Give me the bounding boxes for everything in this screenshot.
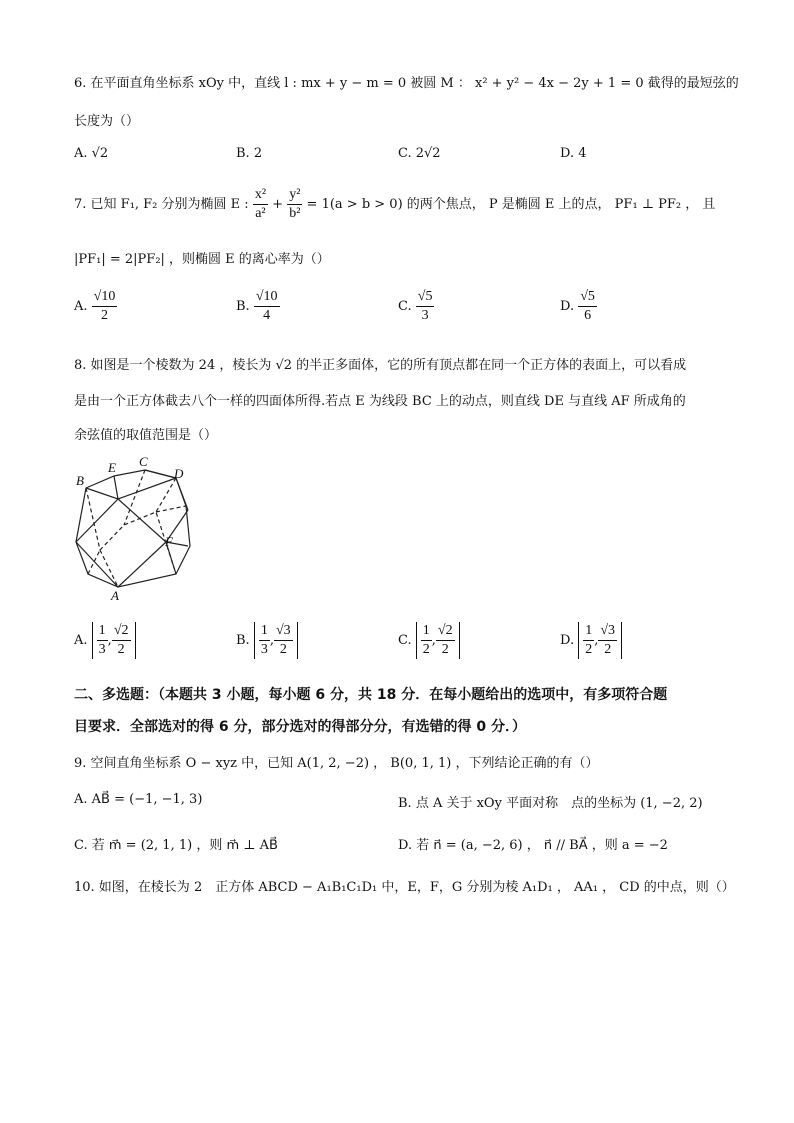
q8-option-d-interval: $\frac{1}{2}$ , $\frac{√3}{2}$: [578, 622, 622, 659]
q6-option-c: C. 2√2: [398, 146, 441, 161]
q8-option-a: [74, 622, 136, 659]
q8-options: [74, 622, 734, 670]
q7-option-a-fraction: [92, 288, 118, 325]
q7-line1: [74, 186, 715, 223]
section2-heading-line2: 目要求．全部选对的得 6 分，部分选对的得部分分，有选错的得 0 分．）: [74, 719, 526, 735]
section2-heading-line1: 二、多选题：（本题共 3 小题，每小题 6 分，共 18 分．在每小题给出的选项中，有多项符合题: [74, 687, 668, 703]
q7-line1-end: = 1(a > b > 0) 的两个焦点， P 是椭圆 E 上的点， PF₁ ⊥ PF₂ ， 且: [306, 197, 716, 212]
q6-option-b: B. 2: [236, 146, 263, 161]
q8-option-b-upper-num: √3: [274, 622, 293, 641]
q8-option-d-upper-den: 2: [604, 642, 612, 657]
q7-option-a-num: √10: [92, 288, 118, 307]
q9-line1: 9. 空间直角坐标系 O − xyz 中，已知 A(1, 2, −2) ， B(0, 1, 1) ，下列结论正确的有（）: [74, 756, 599, 771]
q8-option-c-lower: [421, 622, 432, 659]
q8-option-a-lower-num: 1: [97, 622, 108, 641]
polyhedron-figure: [68, 450, 198, 602]
q8-option-d-lower-den: 2: [585, 642, 593, 657]
q8-option-b-upper-den: 2: [279, 642, 287, 657]
q8-option-a-label: A.: [74, 633, 88, 648]
q8-option-c-upper: [436, 622, 455, 659]
q7-options: [74, 288, 734, 336]
q9-option-c: C. 若 m⃗ = (2, 1, 1) ，则 m⃗ ⊥ AB⃗: [74, 838, 278, 853]
q7-fraction-y: [287, 186, 302, 223]
q8-option-a-lower: [97, 622, 108, 659]
q8-option-b-label: B.: [236, 633, 250, 648]
q8-line2: 是由一个正方体截去八个一样的四面体所得.若点 E 为线段 BC 上的动点，则直线 DE 与直线 AF 所成角的: [74, 394, 686, 409]
q7-option-b-fraction: [254, 288, 280, 325]
q7-fraction-x-num: x²: [253, 186, 268, 205]
q8-line3: 余弦值的取值范围是（）: [74, 428, 218, 443]
q7-option-c: [398, 288, 434, 325]
figure-label-d: D: [174, 466, 184, 481]
q8-option-c-lower-num: 1: [421, 622, 432, 641]
q8-option-a-upper-den: 2: [117, 642, 125, 657]
q9-option-a: A. AB⃗ = (−1, −1, 3): [74, 792, 203, 807]
q7-fraction-y-den: b²: [289, 206, 301, 221]
q8-option-c-upper-num: √2: [436, 622, 455, 641]
figure-label-f: F: [165, 534, 173, 549]
figure-label-e: E: [108, 460, 116, 475]
q8-option-b-upper: [274, 622, 293, 659]
q8-option-d-lower-num: 1: [583, 622, 594, 641]
q7-line1-start: 7. 已知 F₁, F₂ 分别为椭圆 E :: [74, 197, 249, 212]
q7-option-b-label: B.: [236, 299, 250, 314]
q8-option-d-upper-num: √3: [598, 622, 617, 641]
q7-option-c-den: 3: [421, 308, 429, 323]
q9-option-d: D. 若 n⃗ = (a, −2, 6) ， n⃗ // BA⃗ ，则 a = −2: [398, 838, 668, 853]
q8-option-c-label: C.: [398, 633, 412, 648]
q7-line2: |PF₁| = 2|PF₂| ，则椭圆 E 的离心率为（）: [74, 252, 330, 267]
q6-line2: 长度为（）: [74, 114, 140, 129]
q8-option-b-lower: [259, 622, 270, 659]
q6-option-a: A. √2: [74, 146, 109, 161]
q7-option-b-num: √10: [254, 288, 280, 307]
polyhedron-outline: [76, 470, 190, 587]
q7-option-c-fraction: [416, 288, 435, 325]
figure-label-b: B: [76, 473, 84, 488]
q7-option-d-den: 6: [584, 308, 592, 323]
q8-option-d-lower: [583, 622, 594, 659]
q7-option-b: [236, 288, 280, 325]
q8-option-a-upper: [112, 622, 131, 659]
q7-option-c-num: √5: [416, 288, 435, 307]
q7-option-a: [74, 288, 117, 325]
q8-option-c: [398, 622, 460, 659]
q8-option-b: [236, 622, 298, 659]
q7-option-a-label: A.: [74, 299, 88, 314]
figure-label-c: C: [139, 454, 148, 469]
q7-option-d: [560, 288, 597, 325]
q8-option-a-upper-num: √2: [112, 622, 131, 641]
q7-fraction-x-den: a²: [255, 206, 266, 221]
q8-line1: 8. 如图是一个棱数为 24 ，棱长为 √2 的半正多面体，它的所有顶点都在同一个正方体的表面上，可以看成: [74, 358, 687, 373]
q8-option-c-upper-den: 2: [441, 642, 449, 657]
q6-option-d: D. 4: [560, 146, 587, 161]
q8-option-c-interval: $\frac{1}{2}$ , $\frac{√2}{2}$: [416, 622, 460, 659]
q8-option-d-label: D.: [560, 633, 575, 648]
q8-option-a-lower-den: 3: [98, 642, 106, 657]
q8-option-d: [560, 622, 622, 659]
q7-fraction-y-num: y²: [287, 186, 302, 205]
q8-option-b-lower-num: 1: [259, 622, 270, 641]
q9-option-b: B. 点 A 关于 xOy 平面对称 点的坐标为 (1, −2, 2): [398, 796, 703, 811]
q7-plus: +: [272, 197, 284, 212]
figure-label-a: A: [111, 588, 119, 602]
q7-option-c-label: C.: [398, 299, 412, 314]
q7-option-b-den: 4: [263, 308, 271, 323]
q7-fraction-x: [253, 186, 268, 223]
q6-line1: 6. 在平面直角坐标系 xOy 中，直线 l : mx + y − m = 0 被圆 M ： x² + y² − 4x − 2y + 1 = 0 截得的最短弦的: [74, 76, 739, 91]
q7-option-d-label: D.: [560, 299, 575, 314]
q10-line1: 10. 如图，在棱长为 2 正方体 ABCD − A₁B₁C₁D₁ 中，E，F，G 分别为棱 A₁D₁ ， AA₁ ， CD 的中点，则（）: [74, 880, 735, 895]
q7-option-d-num: √5: [578, 288, 597, 307]
q8-option-c-lower-den: 2: [422, 642, 430, 657]
q8-option-b-interval: $\frac{1}{3}$ , $\frac{√3}{2}$: [254, 622, 298, 659]
q7-option-a-den: 2: [101, 308, 109, 323]
q8-option-a-interval: $\frac{1}{3}$ , $\frac{√2}{2}$: [92, 622, 136, 659]
q8-option-b-lower-den: 3: [260, 642, 268, 657]
q7-option-d-fraction: [578, 288, 597, 325]
q8-option-d-upper: [598, 622, 617, 659]
